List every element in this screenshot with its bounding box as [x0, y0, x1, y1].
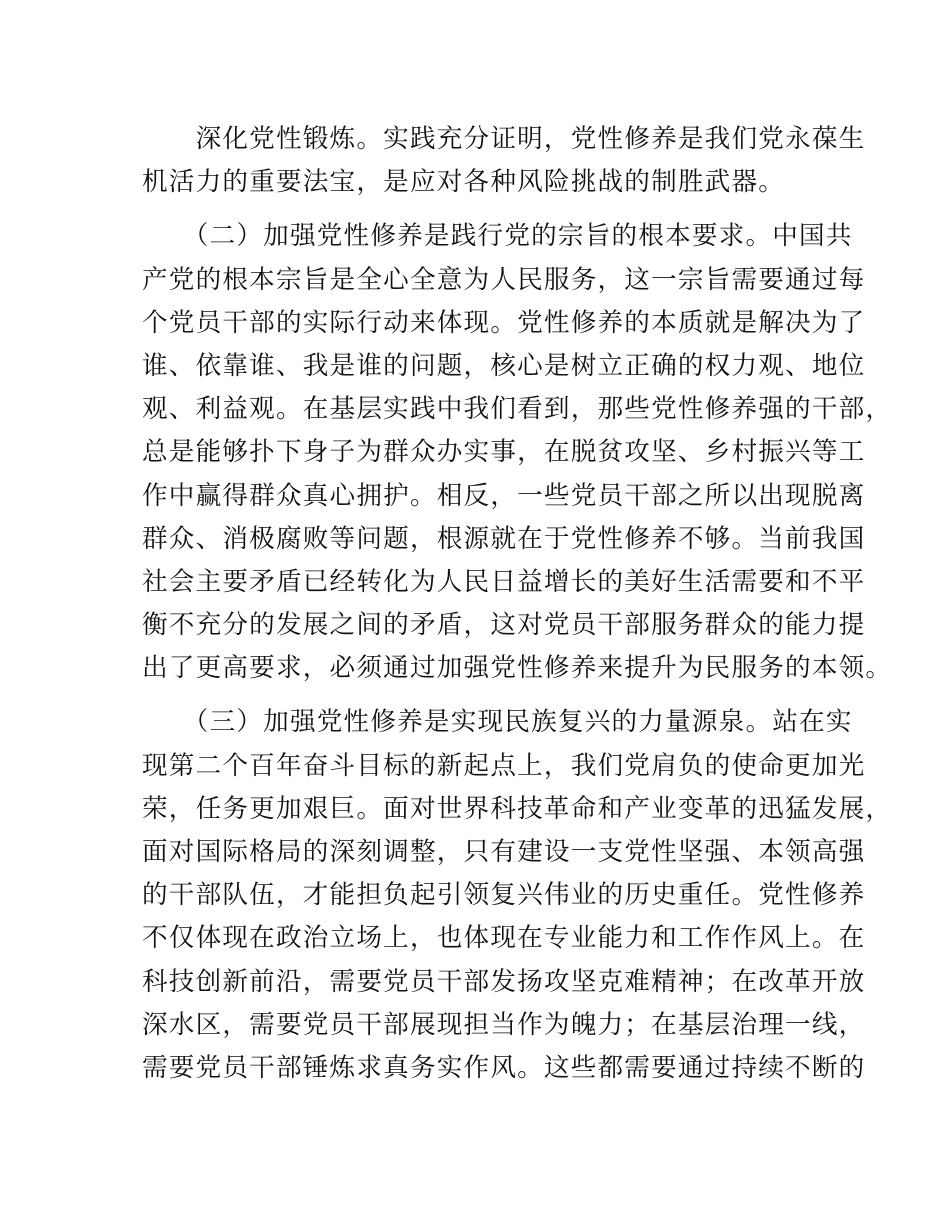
text-line: 面对国际格局的深刻调整，只有建设一支党性坚强、本领高强: [142, 837, 866, 867]
text-line: 需要党员干部锤炼求真务实作风。这些都需要通过持续不断的: [142, 1052, 866, 1083]
text-line: 出了更高要求，必须通过加强党性修养来提升为民服务的本领。: [142, 653, 893, 684]
text-line: 作中赢得群众真心拥护。相反，一些党员干部之所以出现脱离: [142, 480, 866, 511]
paragraph-section-2: [142, 215, 893, 690]
text-line: 产党的根本宗旨是全心全意为人民服务，这一宗旨需要通过每: [142, 264, 866, 295]
text-line: 荣，任务更加艰巨。面对世界科技革命和产业变革的迅猛发展，: [142, 793, 893, 824]
text-line: 深水区，需要党员干部展现担当作为魄力；在基层治理一线，: [142, 1009, 866, 1040]
text-line: 谁、依靠谁、我是谁的问题，核心是树立正确的权力观、地位: [142, 350, 866, 381]
text-line: 机活力的重要法宝，是应对各种风险挑战的制胜武器。: [142, 167, 786, 198]
text-line: 现第二个百年奋斗目标的新起点上，我们党肩负的使命更加光: [142, 750, 866, 781]
text-line: 衡不充分的发展之间的矛盾，这对党员干部服务群众的能力提: [142, 610, 866, 641]
text-line: 不仅体现在政治立场上，也体现在专业能力和工作作风上。在: [142, 923, 866, 954]
section-heading-line: （三）加强党性修养是实现民族复兴的力量源泉。站在实: [142, 707, 853, 738]
text-line: 观、利益观。在基层实践中我们看到，那些党性修养强的干部，: [142, 394, 893, 425]
paragraph-section-3: [142, 701, 893, 1090]
section-heading-line: （二）加强党性修养是践行党的宗旨的根本要求。中国共: [142, 221, 853, 252]
text-line: 总是能够扑下身子为群众办实事，在脱贫攻坚、乡村振兴等工: [142, 437, 866, 468]
document-body: [142, 118, 893, 1101]
text-line: 个党员干部的实际行动来体现。党性修养的本质就是解决为了: [142, 307, 866, 338]
text-line: 群众、消极腐败等问题，根源就在于党性修养不够。当前我国: [142, 523, 866, 554]
text-line: 社会主要矛盾已经转化为人民日益增长的美好生活需要和不平: [142, 566, 866, 597]
text-line: 的干部队伍，才能担负起引领复兴伟业的历史重任。党性修养: [142, 880, 866, 911]
text-line: 深化党性锻炼。实践充分证明，党性修养是我们党永葆生: [142, 124, 866, 154]
text-line: 科技创新前沿，需要党员干部发扬攻坚克难精神；在改革开放: [142, 966, 866, 997]
paragraph-1-continuation: [142, 118, 866, 204]
